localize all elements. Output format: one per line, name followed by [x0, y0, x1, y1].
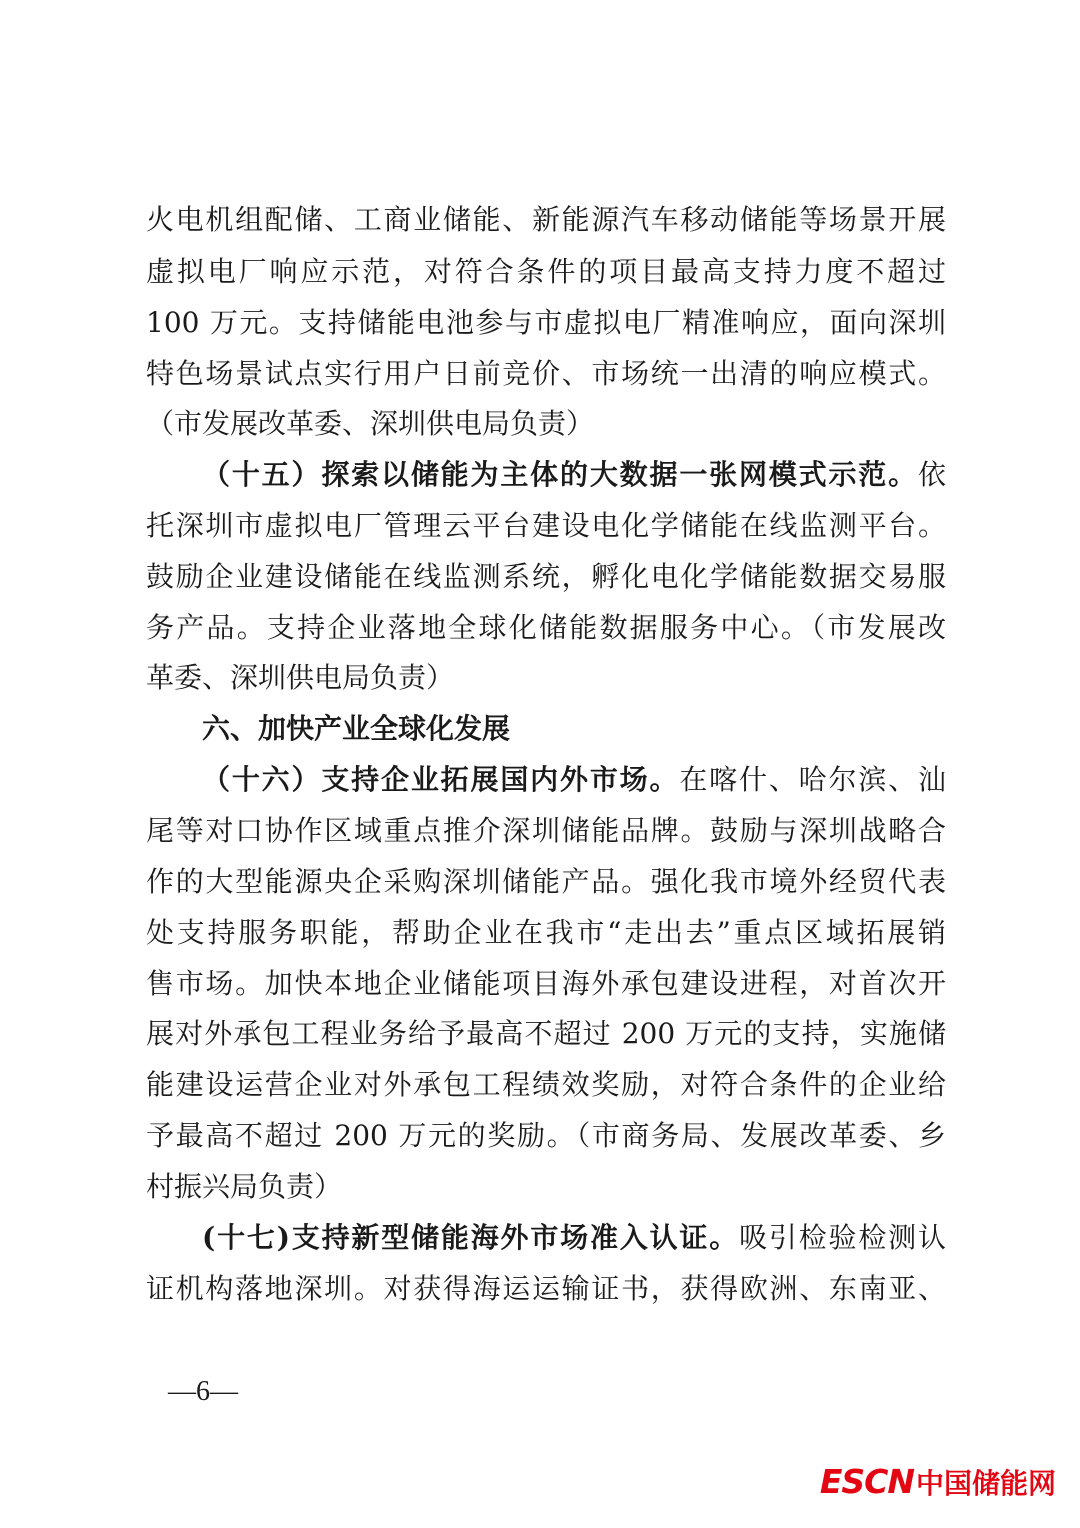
body-line: 展对外承包工程业务给予最高不超过 200 万元的支持，实施储	[146, 1017, 946, 1050]
section-heading: 六、加快产业全球化发展	[202, 712, 511, 745]
body-line: 售市场。加快本地企业储能项目海外承包建设进程，对首次开	[146, 967, 946, 1000]
body-line: （市发展改革委、深圳供电局负责）	[146, 407, 595, 440]
item17-title: (十七)支持新型储能海外市场准入认证。	[202, 1221, 740, 1254]
body-line: 作的大型能源央企采购深圳储能产品。强化我市境外经贸代表	[146, 865, 946, 898]
body-line: 予最高不超过 200 万元的奖励。（市商务局、发展改革委、乡	[146, 1119, 946, 1152]
body-line: 革委、深圳供电局负责）	[146, 661, 455, 694]
item15-title: （十五）探索以储能为主体的大数据一张网模式示范。	[202, 458, 918, 491]
watermark-chinese: 中国储能网	[915, 1467, 1056, 1500]
body-line: 鼓励企业建设储能在线监测系统，孵化电化学储能数据交易服	[146, 560, 946, 593]
item16-first-line	[202, 760, 946, 800]
item16-title: （十六）支持企业拓展国内外市场。	[202, 763, 680, 796]
watermark-latin: ESCN	[819, 1462, 914, 1501]
body-line: 火电机组配储、工商业储能、新能源汽车移动储能等场景开展	[146, 203, 946, 236]
body-line: 托深圳市虚拟电厂管理云平台建设电化学储能在线监测平台。	[146, 509, 946, 542]
body-line: 务产品。支持企业落地全球化储能数据服务中心。（市发展改	[146, 611, 946, 644]
item15-first-line-rest: 依	[917, 458, 946, 491]
item16-first-line-rest: 在喀什、哈尔滨、汕	[679, 763, 946, 796]
body-line: 村振兴局负责）	[146, 1170, 343, 1203]
body-line: 虚拟电厂响应示范，对符合条件的项目最高支持力度不超过	[146, 255, 946, 288]
body-line: 处支持服务职能，帮助企业在我市“走出去”重点区域拓展销	[146, 916, 946, 949]
body-line: 证机构落地深圳。对获得海运运输证书，获得欧洲、东南亚、	[146, 1272, 946, 1305]
item17-first-line-rest: 吸引检验检测认	[739, 1221, 946, 1254]
page-number: —6—	[168, 1376, 238, 1407]
item15-first-line	[202, 455, 946, 495]
body-line: 尾等对口协作区域重点推介深圳储能品牌。鼓励与深圳战略合	[146, 814, 946, 847]
body-line: 100 万元。支持储能电池参与市虚拟电厂精准响应，面向深圳	[146, 306, 946, 339]
body-line: 特色场景试点实行用户日前竞价、市场统一出清的响应模式。	[146, 357, 946, 390]
escn-watermark-logo	[820, 1460, 1056, 1504]
item17-first-line	[202, 1218, 946, 1258]
body-line: 能建设运营企业对外承包工程绩效奖励，对符合条件的企业给	[146, 1068, 946, 1101]
